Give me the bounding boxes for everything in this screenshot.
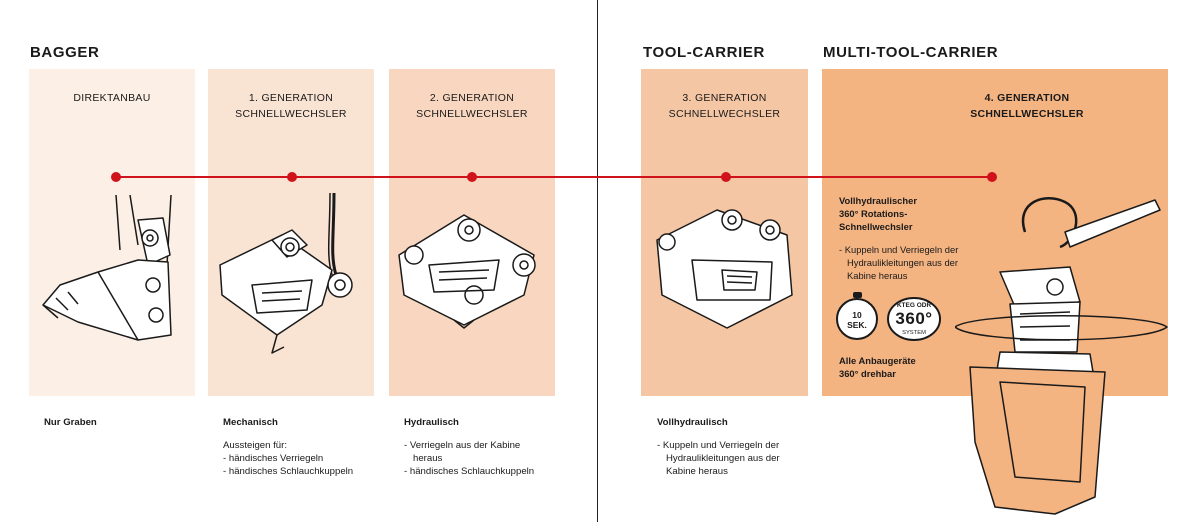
fullhydraulic-quick-coupler-illustration (652, 200, 802, 335)
timeline-dot-generation-1 (287, 172, 297, 182)
ktec-label: KTEG ODR (896, 302, 932, 309)
section-title-multi-tool-carrier: MULTI-TOOL-CARRIER (823, 44, 999, 61)
rotating-quick-coupler-with-bucket-illustration (955, 192, 1170, 522)
multi-tool-footer: Alle Anbaugeräte 360° drehbar (839, 355, 916, 379)
timeline-dot-generation-2 (467, 172, 477, 182)
ktec-360-system-badge (886, 295, 942, 343)
section-title-bagger: BAGGER (30, 44, 100, 61)
description-generation-1: Mechanisch Aussteigen für: - händisches Verriegeln - händisches Schlauchkuppeln (223, 417, 354, 477)
panel-title: 2. GENERATION SCHNELLWECHSLER (416, 92, 528, 120)
mechanical-quick-coupler-illustration (212, 185, 372, 355)
panel-title: 3. GENERATION SCHNELLWECHSLER (668, 92, 781, 120)
panel-title: DIREKTANBAU (73, 92, 151, 104)
multi-tool-heading: Vollhydraulischer 360° Rotations- Schnellwechsler (839, 195, 917, 232)
generation-timeline (115, 176, 992, 178)
panel-title: 1. GENERATION SCHNELLWECHSLER (235, 92, 347, 120)
excavator-bucket-illustration (38, 190, 178, 350)
description-direktanbau: Nur Graben (44, 417, 97, 428)
section-title-tool-carrier: TOOL-CARRIER (643, 44, 765, 61)
section-divider (597, 0, 598, 522)
ten-seconds-badge: 10 SEK. (836, 298, 878, 340)
ktec-system-label: SYSTEM (902, 330, 926, 336)
panel-title: 4. GENERATION SCHNELLWECHSLER (970, 92, 1084, 120)
hydraulic-quick-coupler-illustration (394, 200, 554, 335)
description-generation-3: Vollhydraulisch - Kuppeln und Verriegeln der Hydraulikleitungen aus der Kabine heraus (657, 417, 780, 477)
timeline-dot-direktanbau (111, 172, 121, 182)
ktec-360-label: 360° (895, 309, 933, 328)
multi-tool-bullet: - Kuppeln und Verriegeln der Hydraulikleitungen aus der Kabine heraus (839, 244, 959, 281)
timeline-dot-generation-4 (987, 172, 997, 182)
timeline-dot-generation-3 (721, 172, 731, 182)
description-generation-2: Hydraulisch - Verriegeln aus der Kabine heraus - händisches Schlauchkuppeln (404, 417, 535, 477)
